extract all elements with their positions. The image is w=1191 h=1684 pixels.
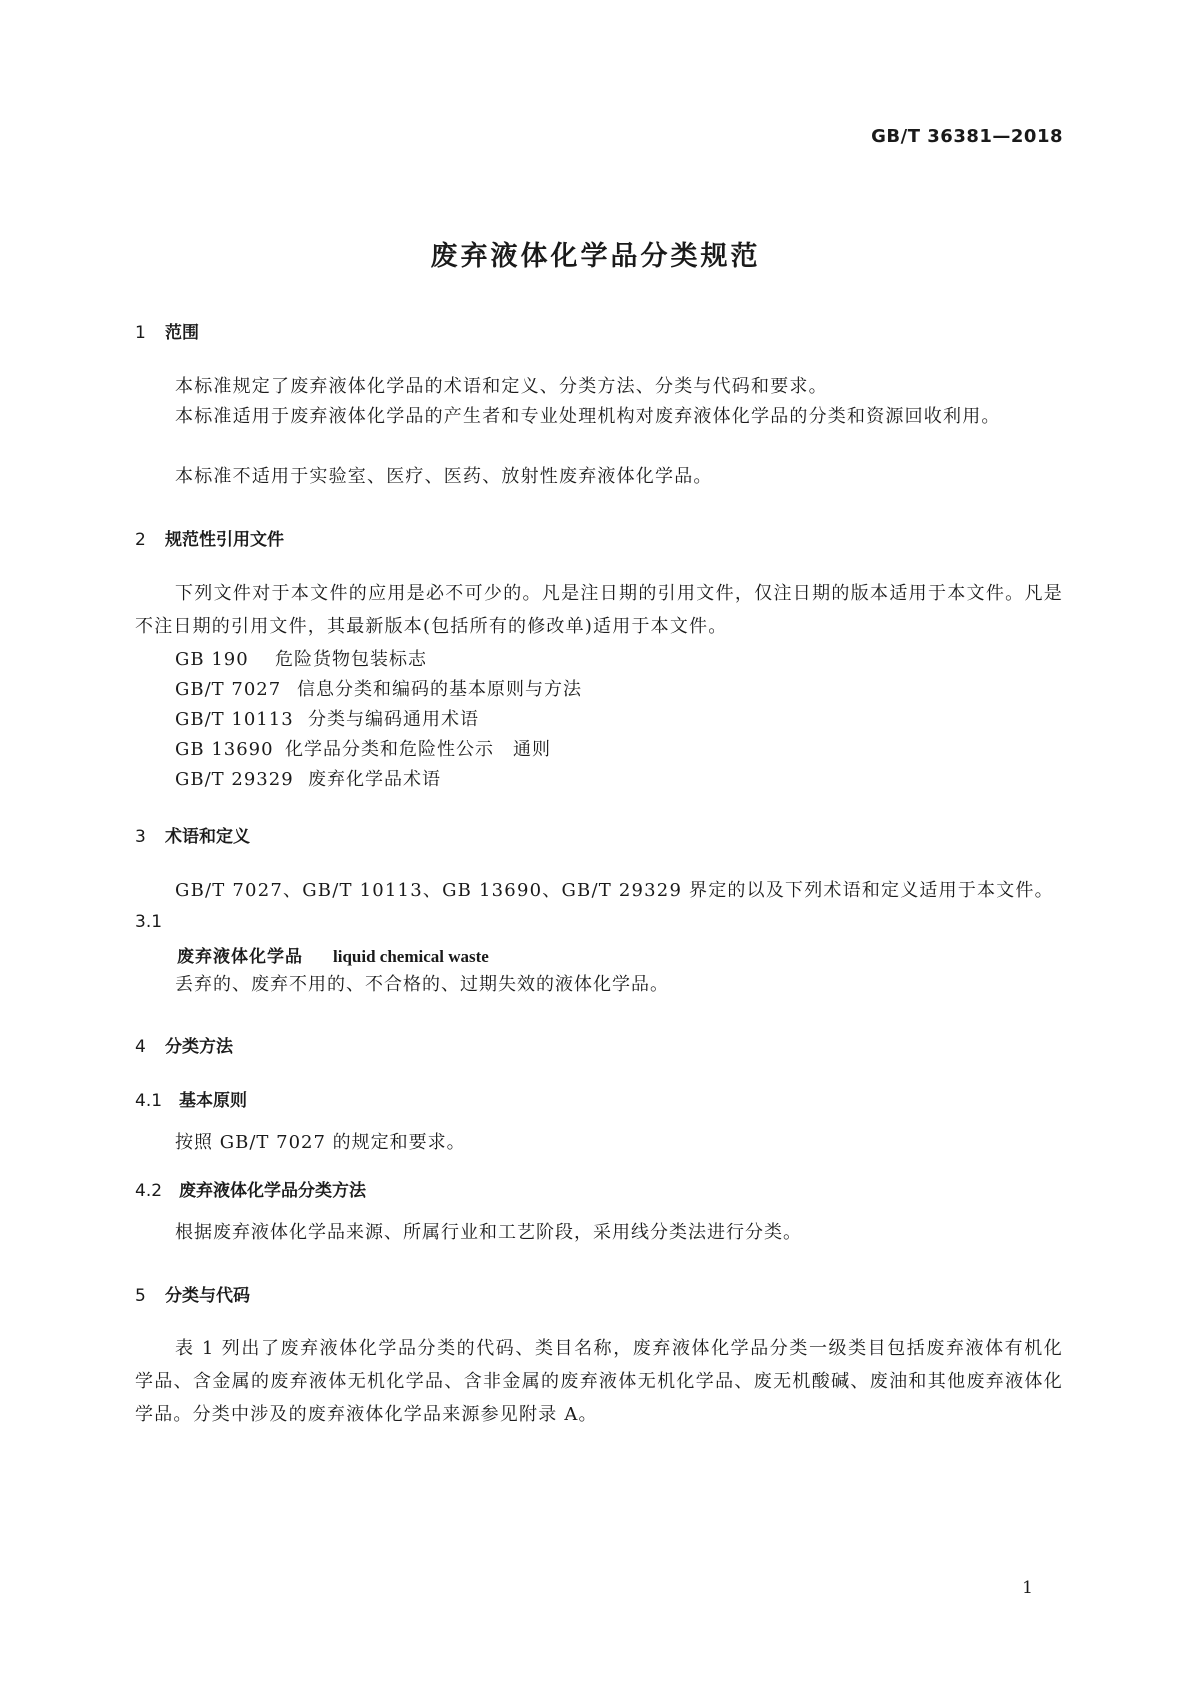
section-4-heading	[135, 1032, 233, 1057]
section-title: 范围	[165, 323, 199, 343]
section-number: 5	[135, 1286, 146, 1306]
section-2-heading	[135, 525, 284, 550]
reference-item	[175, 645, 427, 671]
subsection-4-1-heading	[135, 1086, 247, 1111]
term-entry	[177, 942, 489, 967]
paragraph: GB/T 7027、GB/T 10113、GB 13690、GB/T 29329 界定的以及下列术语和定义适用于本文件。	[175, 880, 1054, 901]
reference-code: GB/T 10113	[175, 709, 294, 730]
reference-title: 信息分类和编码的基本原则与方法	[297, 679, 582, 700]
document-title: 废弃液体化学品分类规范	[430, 241, 761, 272]
section-number: 3	[135, 827, 146, 847]
paragraph: 按照 GB/T 7027 的规定和要求。	[175, 1132, 466, 1153]
section-title: 分类与代码	[165, 1286, 250, 1306]
term-number: 3.1	[135, 912, 163, 932]
reference-code: GB 190	[175, 649, 249, 670]
reference-title: 废弃化学品术语	[308, 769, 441, 790]
paragraph: 表 1 列出了废弃液体化学品分类的代码、类目名称，废弃液体化学品分类一级类目包括废弃液体有机化学品、含金属的废弃液体无机化学品、含非金属的废弃液体无机化学品、废无机酸碱、废油和其他废弃液体化学品。分类中涉及的废弃液体化学品来源参见附录 A。	[135, 1338, 1063, 1425]
term-english: liquid chemical waste	[333, 947, 489, 966]
term-chinese: 废弃液体化学品	[177, 947, 303, 967]
paragraph: 下列文件对于本文件的应用是必不可少的。凡是注日期的引用文件，仅注日期的版本适用于本文件。凡是不注日期的引用文件，其最新版本(包括所有的修改单)适用于本文件。	[135, 583, 1063, 637]
subsection-number: 4.1	[135, 1091, 163, 1111]
reference-title: 危险货物包装标志	[275, 649, 427, 670]
reference-title: 化学品分类和危险性公示 通则	[285, 739, 551, 760]
section-3-heading	[135, 822, 250, 847]
reference-item	[175, 765, 441, 791]
subsection-4-2-heading	[135, 1176, 366, 1201]
reference-item	[175, 705, 479, 731]
paragraph: 本标准不适用于实验室、医疗、医药、放射性废弃液体化学品。	[175, 466, 713, 487]
section-title: 分类方法	[165, 1037, 233, 1057]
section-number: 1	[135, 323, 146, 343]
term-definition: 丢弃的、废弃不用的、不合格的、过期失效的液体化学品。	[175, 974, 669, 995]
reference-title: 分类与编码通用术语	[308, 709, 479, 730]
section-title: 术语和定义	[165, 827, 250, 847]
section-1-heading	[135, 318, 199, 343]
paragraph: 本标准适用于废弃液体化学品的产生者和专业处理机构对废弃液体化学品的分类和资源回收利用。	[175, 406, 1001, 427]
subsection-title: 基本原则	[179, 1091, 247, 1111]
section-title: 规范性引用文件	[165, 530, 284, 550]
subsection-title: 废弃液体化学品分类方法	[179, 1181, 366, 1201]
page-number: 1	[1022, 1578, 1033, 1598]
section-number: 2	[135, 530, 146, 550]
reference-item	[175, 735, 551, 761]
reference-code: GB/T 29329	[175, 769, 294, 790]
section-5-heading	[135, 1281, 250, 1306]
reference-code: GB/T 7027	[175, 679, 282, 700]
subsection-number: 4.2	[135, 1181, 163, 1201]
section-number: 4	[135, 1037, 146, 1057]
reference-code: GB 13690	[175, 739, 274, 760]
paragraph: 本标准规定了废弃液体化学品的术语和定义、分类方法、分类与代码和要求。	[175, 376, 828, 397]
paragraph: 根据废弃液体化学品来源、所属行业和工艺阶段，采用线分类法进行分类。	[175, 1222, 802, 1243]
reference-item	[175, 675, 582, 701]
standard-number: GB/T 36381—2018	[871, 126, 1063, 147]
